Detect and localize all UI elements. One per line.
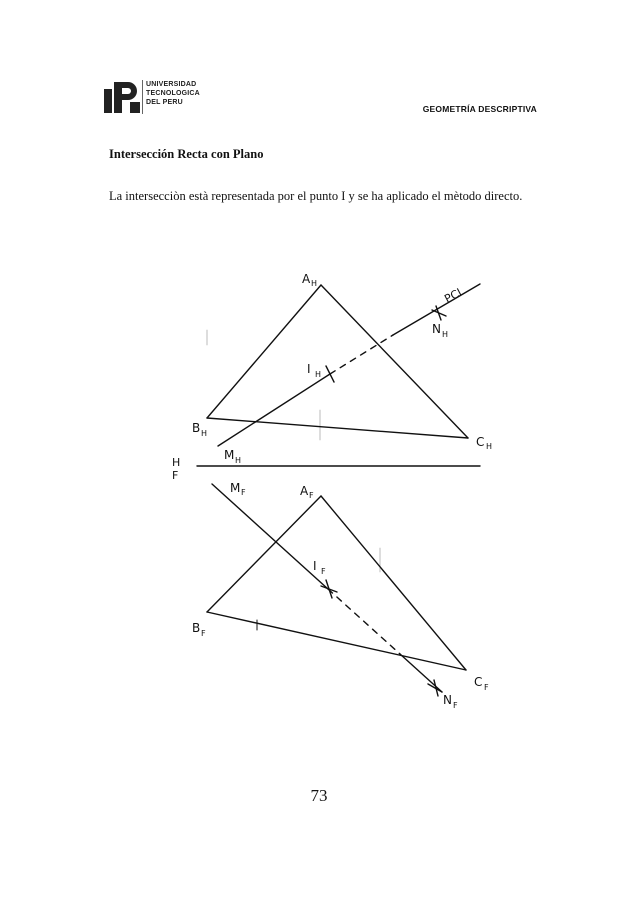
label-m-h-sub: H	[235, 456, 242, 465]
label-c-h: C	[476, 435, 485, 449]
line-mn-h-dashed	[330, 335, 393, 374]
triangle-h-side-ac	[321, 285, 468, 438]
triangle-f-side-ab	[207, 496, 321, 612]
label-i-f: I	[313, 559, 317, 573]
label-m-f-sub: F	[241, 488, 246, 497]
label-c-f-sub: F	[484, 683, 489, 692]
label-b-f-sub: F	[201, 629, 206, 638]
page-number: 73	[310, 786, 328, 805]
label-n-f-sub: F	[453, 701, 458, 710]
label-i-f-sub: F	[321, 567, 326, 576]
label-n-h: N	[432, 322, 441, 336]
cross-mark-ih	[326, 366, 334, 382]
label-c-f: C	[474, 675, 483, 689]
label-b-h-sub: H	[201, 429, 208, 438]
label-n-f: N	[443, 693, 452, 707]
label-i-h: I	[307, 362, 311, 376]
section-title: Intersección Recta con Plano	[109, 147, 264, 161]
label-m-h: M	[224, 448, 235, 462]
cross-mark-if-2	[326, 580, 332, 598]
label-f-axis: F	[172, 469, 179, 482]
label-h-axis: H	[172, 456, 181, 469]
logo-line-3: DEL PERU	[146, 99, 183, 106]
line-mn-f-dashed	[328, 589, 400, 654]
label-n-h-sub: H	[442, 330, 449, 339]
label-a-f: A	[300, 484, 309, 498]
label-b-h: B	[192, 421, 201, 435]
label-i-h-sub: H	[315, 370, 322, 379]
label-b-f: B	[192, 621, 201, 635]
triangle-f-side-bc	[207, 612, 466, 670]
triangle-f-side-ac	[321, 496, 466, 670]
label-pci: PCI	[442, 285, 464, 306]
label-c-h-sub: H	[486, 442, 493, 451]
label-a-h-sub: H	[311, 279, 318, 288]
body-paragraph: La intersecciòn està representada por el punto I y se ha aplicado el mètodo directo.	[109, 189, 523, 203]
label-m-f: M	[230, 481, 241, 495]
logo-line-2: TECNOLOGICA	[146, 90, 200, 97]
label-a-f-sub: F	[309, 491, 314, 500]
course-title: GEOMETRÍA DESCRIPTIVA	[422, 104, 537, 114]
triangle-h-side-ab	[207, 285, 321, 418]
logo-line-1: UNIVERSIDAD	[146, 81, 197, 88]
label-a-h: A	[302, 272, 311, 286]
